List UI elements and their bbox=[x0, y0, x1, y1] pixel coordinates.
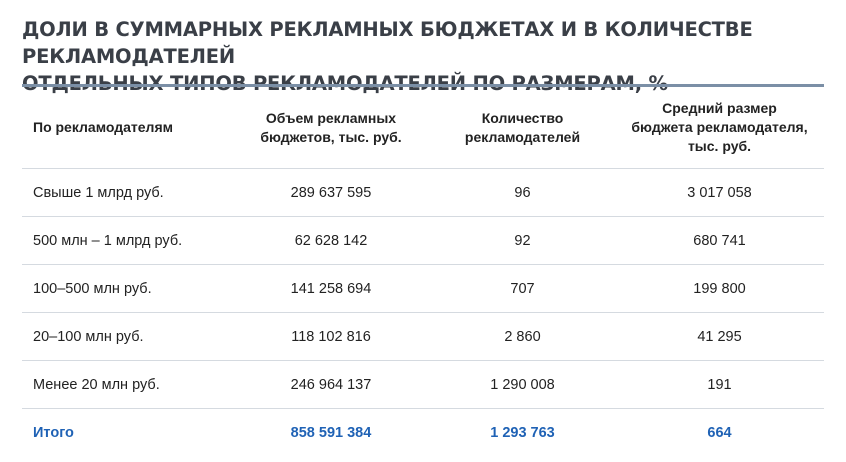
header-budget-volume: Объем рекламных бюджетов, тыс. руб. bbox=[260, 109, 402, 145]
total-average: 664 bbox=[707, 424, 732, 441]
table-row bbox=[22, 217, 824, 265]
header-by-advertisers: По рекламодателям bbox=[33, 119, 173, 135]
row-budget: 62 628 142 bbox=[294, 232, 368, 249]
total-count: 1 293 763 bbox=[490, 424, 555, 441]
table-row bbox=[22, 265, 824, 313]
row-category: Менее 20 млн руб. bbox=[33, 376, 160, 393]
row-budget: 118 102 816 bbox=[291, 328, 371, 345]
table-row bbox=[22, 361, 824, 409]
row-category: 500 млн – 1 млрд руб. bbox=[33, 232, 183, 249]
row-count: 2 860 bbox=[504, 328, 541, 345]
row-budget: 141 258 694 bbox=[290, 280, 372, 297]
row-budget: 246 964 137 bbox=[290, 376, 372, 393]
row-average: 191 bbox=[707, 376, 732, 393]
row-category: 20–100 млн руб. bbox=[33, 328, 144, 345]
row-average: 3 017 058 bbox=[687, 184, 752, 201]
table-header-row bbox=[22, 87, 824, 169]
advertisers-table bbox=[22, 84, 824, 456]
header-advertiser-count: Количество рекламодателей bbox=[464, 109, 581, 145]
row-count: 1 290 008 bbox=[490, 376, 555, 393]
row-average: 41 295 bbox=[697, 328, 742, 345]
table-total-row bbox=[22, 409, 824, 456]
total-label: Итого bbox=[33, 424, 74, 441]
total-budget: 858 591 384 bbox=[290, 424, 372, 441]
row-average: 680 741 bbox=[693, 232, 746, 249]
row-count: 96 bbox=[514, 184, 531, 201]
row-category: 100–500 млн руб. bbox=[33, 280, 152, 297]
table-row bbox=[22, 313, 824, 361]
row-count: 92 bbox=[514, 232, 531, 249]
row-budget: 289 637 595 bbox=[290, 184, 372, 201]
table-row bbox=[22, 169, 824, 217]
title-line-1: ДОЛИ В СУММАРНЫХ РЕКЛАМНЫХ БЮДЖЕТАХ И В КОЛИЧЕСТВЕ РЕКЛАМОДАТЕЛЕЙ bbox=[22, 18, 753, 68]
row-average: 199 800 bbox=[693, 280, 746, 297]
row-category: Свыше 1 млрд руб. bbox=[33, 184, 164, 201]
header-average-budget: Средний размер бюджета рекламодателя, тыс. руб. bbox=[631, 100, 808, 154]
row-count: 707 bbox=[510, 280, 535, 297]
